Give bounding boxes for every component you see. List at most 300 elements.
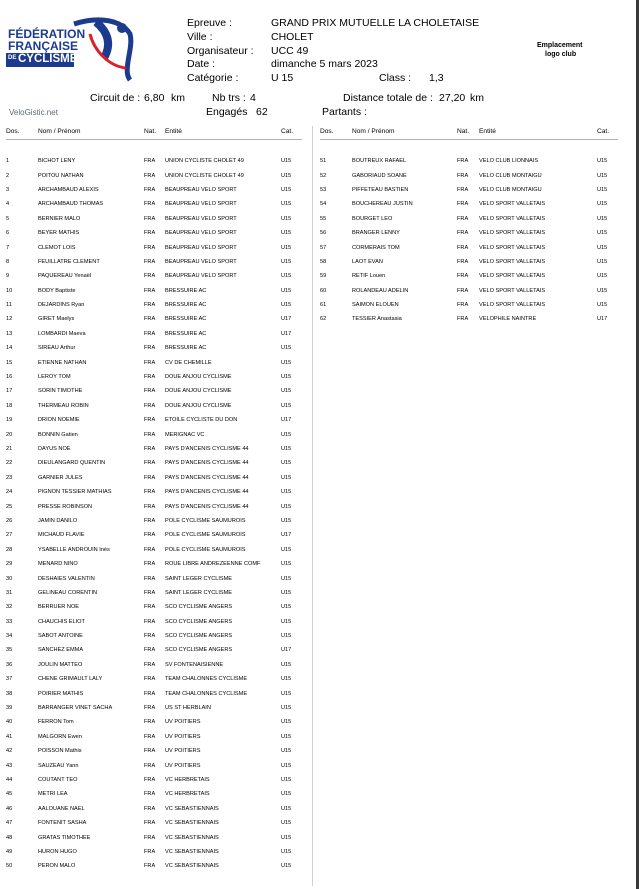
cat-cell: U15	[281, 676, 292, 683]
cat-cell: U15	[281, 762, 292, 769]
cat-cell: U15	[597, 273, 608, 280]
nom-cell: BARRANGER VINET SACHA	[38, 705, 113, 712]
dos-cell: 54	[320, 201, 327, 208]
cat-cell: U15	[281, 215, 292, 222]
cat-cell: U15	[281, 561, 292, 568]
dos-cell: 34	[6, 633, 13, 640]
dos-cell: 8	[6, 258, 10, 265]
table-row	[320, 183, 618, 197]
dos-cell: 58	[320, 258, 327, 265]
dos-cell: 33	[6, 618, 13, 625]
nat-cell: FRA	[144, 618, 156, 625]
dos-cell: 62	[320, 316, 327, 323]
nom-cell: MENARD NINO	[38, 561, 78, 568]
entite-cell: VC SEBASTIENNAIS	[165, 805, 219, 812]
entite-cell: BRESSUIRE AC	[165, 316, 207, 323]
engages-label: Engagés	[206, 106, 248, 118]
dos-cell: 56	[320, 230, 327, 237]
circuit-value: 6,80	[144, 92, 165, 104]
entite-cell: BEAUPREAU VELO SPORT	[165, 273, 237, 280]
nom-cell: BONNIN Gatien	[38, 431, 78, 438]
nat-cell: FRA	[457, 258, 469, 265]
nom-cell: GARNIER JULES	[38, 474, 83, 481]
nbtrs-value: 4	[250, 92, 256, 104]
nat-cell: FRA	[144, 589, 156, 596]
table-row	[6, 240, 302, 254]
nat-cell: FRA	[144, 863, 156, 870]
entite-cell: UV POITIERS	[165, 719, 201, 726]
dos-cell: 36	[6, 661, 13, 668]
dos-cell: 9	[6, 273, 10, 280]
nom-cell: ROLANDEAU ADELIN	[352, 287, 409, 294]
cat-cell: U15	[281, 575, 292, 582]
entite-cell: BRESSUIRE AC	[165, 302, 207, 309]
cat-cell: U15	[281, 431, 292, 438]
nom-cell: FEUILLATRE CLEMENT	[38, 258, 100, 265]
cat-cell: U15	[281, 618, 292, 625]
dos-cell: 5	[6, 215, 10, 222]
column-divider	[312, 126, 313, 886]
dos-cell: 41	[6, 733, 13, 740]
nat-cell: FRA	[457, 172, 469, 179]
cat-cell: U15	[281, 402, 292, 409]
entite-cell: UV POITIERS	[165, 748, 201, 755]
dos-cell: 46	[6, 805, 13, 812]
nom-cell: METRI LEA	[38, 791, 68, 798]
dos-cell: 17	[6, 388, 13, 395]
cat-cell: U15	[281, 446, 292, 452]
entite-cell: BEAUPREAU VELO SPORT	[165, 215, 237, 222]
table-row	[6, 744, 302, 758]
nom-cell: HURON HUGO	[38, 848, 77, 855]
dos-cell: 50	[6, 863, 13, 870]
table-row	[6, 600, 302, 614]
table-row	[320, 298, 618, 312]
table-row	[6, 269, 302, 283]
date-value: dimanche 5 mars 2023	[271, 58, 378, 70]
dos-cell: 49	[6, 848, 13, 855]
cat-cell: U15	[281, 503, 292, 510]
entite-cell: PAYS D'ANCENIS CYCLISME 44	[165, 460, 249, 467]
nom-cell: BICHOT LENY	[38, 158, 76, 165]
nat-cell: FRA	[144, 647, 156, 654]
nat-cell: FRA	[144, 359, 156, 366]
dos-cell: 31	[6, 589, 13, 596]
entite-cell: CV DE CHEMILLE	[165, 359, 212, 366]
entite-cell: ETOILE CYCLISTE DU DON	[165, 417, 238, 424]
entite-cell: UV POITIERS	[165, 733, 201, 740]
dos-cell: 18	[6, 402, 13, 409]
engages-value: 62	[256, 106, 268, 118]
nbtrs-label: Nb trs :	[212, 92, 246, 104]
dos-cell: 60	[320, 287, 327, 294]
entite-cell: SCO CYCLISME ANGERS	[165, 604, 233, 611]
cat-cell: U15	[281, 273, 292, 280]
nat-cell: FRA	[457, 273, 469, 280]
distance-label: Distance totale de :	[343, 92, 433, 104]
table-row	[6, 499, 302, 513]
cat-cell: U15	[281, 517, 292, 524]
nom-cell: SABOT ANTOINE	[38, 633, 83, 640]
nom-cell: PIGNON TESSIER MATHIAS	[38, 489, 112, 496]
logo-line-3: DE	[8, 55, 17, 61]
logo-line-1: FÉDÉRATION	[8, 27, 86, 41]
date-label: Date :	[187, 58, 216, 70]
cat-cell: U15	[281, 633, 292, 640]
dos-cell: 19	[6, 417, 13, 424]
nat-cell: FRA	[144, 330, 156, 337]
dos-cell: 30	[6, 575, 13, 582]
cat-cell: U15	[597, 287, 608, 294]
dos-cell: 22	[6, 460, 13, 467]
nat-cell: FRA	[144, 244, 156, 251]
dos-cell: 15	[6, 359, 13, 366]
nat-cell: FRA	[457, 302, 469, 309]
nom-cell: YSABELLE ANDROUIN Inès	[38, 546, 110, 553]
organisateur-value: UCC 49	[271, 45, 309, 57]
nat-cell: FRA	[144, 316, 156, 323]
nom-cell: FONTENIT SASHA	[38, 820, 87, 827]
table-row	[6, 859, 302, 873]
entite-cell: BEAUPREAU VELO SPORT	[165, 186, 237, 193]
cat-cell: U15	[281, 201, 292, 208]
table-row	[6, 168, 302, 182]
table-row	[6, 197, 302, 211]
cat-cell: U15	[597, 186, 608, 193]
dos-cell: 52	[320, 172, 327, 179]
nat-cell: FRA	[457, 201, 469, 208]
cat-cell: U15	[597, 244, 608, 251]
table-row	[6, 730, 302, 744]
entite-cell: VC SEBASTIENNAIS	[165, 848, 219, 855]
dos-cell: 24	[6, 489, 13, 496]
cat-cell: U15	[597, 158, 608, 165]
nat-cell: FRA	[144, 417, 156, 424]
entite-cell: POLE CYCLISME SAUMUROIS	[165, 517, 246, 524]
nom-cell: CORMERAIS TOM	[352, 244, 400, 251]
nat-cell: FRA	[144, 474, 156, 481]
dos-cell: 51	[320, 158, 327, 165]
entite-cell: VELO SPORT VALLETAIS	[479, 273, 546, 280]
distance-value: 27,20	[439, 92, 466, 104]
dos-cell: 37	[6, 676, 13, 683]
dos-cell: 3	[6, 186, 10, 193]
cat-cell: U15	[281, 834, 292, 841]
nat-cell: FRA	[457, 287, 469, 294]
nat-cell: FRA	[144, 561, 156, 568]
cat-cell: U15	[281, 287, 292, 294]
table-row	[6, 528, 302, 542]
organisateur-label: Organisateur :	[187, 45, 254, 57]
dos-cell: 6	[6, 230, 10, 237]
header-rule-right	[320, 139, 618, 140]
cat-cell: U15	[281, 604, 292, 611]
nom-cell: ETIENNE NATHAN	[38, 359, 87, 366]
nat-cell: FRA	[457, 215, 469, 222]
nom-cell: SAUZEAU Yann	[38, 762, 79, 769]
cat-cell: U15	[281, 791, 292, 798]
partants-label: Partants :	[322, 106, 367, 118]
col-entite-right: Entité	[479, 128, 496, 135]
col-nat: Nat.	[144, 128, 157, 135]
cat-cell: U15	[281, 776, 292, 783]
table-row	[6, 758, 302, 772]
table-row	[6, 830, 302, 844]
nat-cell: FRA	[144, 776, 156, 783]
categorie-label: Catégorie :	[187, 72, 239, 84]
dos-cell: 45	[6, 791, 13, 798]
table-row	[320, 154, 618, 168]
dos-cell: 47	[6, 820, 13, 827]
nom-cell: SORIN TIMOTHE	[38, 388, 83, 395]
entite-cell: VC SEBASTIENNAIS	[165, 820, 219, 827]
nat-cell: FRA	[144, 633, 156, 640]
dos-cell: 48	[6, 834, 13, 841]
table-row	[6, 212, 302, 226]
cat-cell: U17	[281, 316, 292, 323]
nat-cell: FRA	[457, 158, 469, 165]
entite-cell: POLE CYCLISME SAUMUROIS	[165, 546, 246, 553]
nat-cell: FRA	[144, 719, 156, 726]
nat-cell: FRA	[144, 762, 156, 769]
entite-cell: VELO CLUB MONTAIGU	[479, 186, 542, 193]
nat-cell: FRA	[144, 676, 156, 683]
table-row	[6, 629, 302, 643]
nat-cell: FRA	[457, 186, 469, 193]
entite-cell: DOUE ANJOU CYCLISME	[165, 374, 232, 381]
cat-cell: U15	[281, 460, 292, 467]
nom-cell: MALGORN Ewen	[38, 733, 82, 740]
logo-line-4: CYCLISME	[18, 53, 78, 65]
entite-cell: PAYS D'ANCENIS CYCLISME 44	[165, 474, 249, 481]
entite-cell: VELO SPORT VALLETAIS	[479, 258, 546, 265]
cat-cell: U15	[281, 820, 292, 827]
dos-cell: 26	[6, 517, 13, 524]
cat-cell: U15	[281, 661, 292, 668]
nom-cell: LEROY TOM	[38, 374, 71, 381]
cat-cell: U15	[281, 244, 292, 251]
nom-cell: ARCHAMBAUD ALEXIS	[38, 186, 99, 193]
dos-cell: 57	[320, 244, 327, 251]
cat-cell: U17	[281, 532, 292, 539]
entite-cell: VELO SPORT VALLETAIS	[479, 302, 546, 309]
entite-cell: DOUE ANJOU CYCLISME	[165, 388, 232, 395]
nom-cell: LAOT EVAN	[352, 258, 383, 265]
dos-cell: 43	[6, 762, 13, 769]
entite-cell: PAYS D'ANCENIS CYCLISME 44	[165, 503, 249, 510]
nom-cell: DAYUS NOE	[38, 446, 71, 452]
logo-club-placeholder-line2: logo club	[545, 51, 577, 58]
dos-cell: 32	[6, 604, 13, 611]
col-dos-right: Dos.	[320, 128, 334, 135]
col-nom-right: Nom / Prénom	[352, 128, 395, 135]
nat-cell: FRA	[144, 215, 156, 222]
nom-cell: AALOUANE NAEL	[38, 805, 85, 812]
entite-cell: US ST HERBLAIN	[165, 705, 211, 712]
nom-cell: BERRUER NOE	[38, 604, 80, 611]
nom-cell: DRION NOEMIE	[38, 417, 80, 424]
entite-cell: VELO SPORT VALLETAIS	[479, 244, 546, 251]
table-row	[6, 686, 302, 700]
cat-cell: U17	[597, 316, 608, 323]
nat-cell: FRA	[144, 258, 156, 265]
class-label: Class :	[379, 72, 412, 84]
nom-cell: SIREAU Arthur	[38, 345, 76, 352]
nat-cell: FRA	[144, 690, 156, 697]
nat-cell: FRA	[144, 661, 156, 668]
nom-cell: TESSIER Anastasia	[352, 316, 402, 323]
dos-cell: 14	[6, 345, 13, 352]
nat-cell: FRA	[144, 503, 156, 510]
table-row	[6, 816, 302, 830]
entite-cell: TEAM CHALONNES CYCLISME	[165, 676, 248, 683]
entite-cell: SCO CYCLISME ANGERS	[165, 633, 233, 640]
col-entite: Entité	[165, 128, 182, 135]
entite-cell: DOUE ANJOU CYCLISME	[165, 402, 232, 409]
cat-cell: U15	[281, 848, 292, 855]
cat-cell: U15	[281, 158, 292, 165]
cat-cell: U15	[281, 230, 292, 237]
dos-cell: 11	[6, 302, 12, 309]
cat-cell: U15	[281, 589, 292, 596]
table-row	[6, 543, 302, 557]
table-row	[6, 557, 302, 571]
dos-cell: 29	[6, 561, 13, 568]
col-nom: Nom / Prénom	[38, 128, 81, 135]
cat-cell: U15	[281, 186, 292, 193]
table-row	[6, 355, 302, 369]
nat-cell: FRA	[144, 345, 156, 352]
entite-cell: VELO SPORT VALLETAIS	[479, 230, 546, 237]
entite-cell: SCO CYCLISME ANGERS	[165, 618, 233, 625]
nat-cell: FRA	[144, 446, 156, 452]
nat-cell: FRA	[144, 460, 156, 467]
cat-cell: U15	[597, 258, 608, 265]
table-row	[320, 240, 618, 254]
nat-cell: FRA	[144, 172, 156, 179]
cat-cell: U15	[281, 748, 292, 755]
table-row	[6, 226, 302, 240]
nat-cell: FRA	[144, 402, 156, 409]
cat-cell: U15	[281, 733, 292, 740]
table-row	[6, 427, 302, 441]
entite-cell: VELO SPORT VALLETAIS	[479, 201, 546, 208]
table-row	[6, 571, 302, 585]
cat-cell: U15	[597, 215, 608, 222]
table-row	[6, 658, 302, 672]
cat-cell: U15	[597, 230, 608, 237]
dos-cell: 21	[6, 446, 13, 452]
nat-cell: FRA	[144, 287, 156, 294]
table-row	[6, 255, 302, 269]
epreuve-label: Epreuve :	[187, 17, 232, 29]
class-value: 1,3	[429, 72, 444, 84]
table-row	[320, 197, 618, 211]
cat-cell: U15	[281, 546, 292, 553]
logo-line-2: FRANÇAISE	[8, 39, 79, 53]
site-name: VeloGistic.net	[9, 108, 58, 117]
nat-cell: FRA	[144, 748, 156, 755]
cat-cell: U15	[281, 258, 292, 265]
dos-cell: 59	[320, 273, 327, 280]
dos-cell: 44	[6, 776, 13, 783]
cat-cell: U15	[281, 345, 292, 352]
distance-unit: km	[470, 92, 484, 104]
cat-cell: U17	[281, 647, 292, 654]
table-row	[320, 168, 618, 182]
entite-cell: VC SEBASTIENNAIS	[165, 863, 219, 870]
nom-cell: PRESSE ROBINSON	[38, 503, 93, 510]
ville-label: Ville :	[187, 31, 213, 43]
nom-cell: DEJARDINS Ryan	[38, 302, 85, 309]
entite-cell: SAINT LEGER CYCLISME	[165, 575, 233, 582]
nat-cell: FRA	[144, 388, 156, 395]
dos-cell: 2	[6, 172, 10, 179]
entite-cell: VELOPHILE NAINTRE	[479, 316, 537, 323]
table-row	[6, 514, 302, 528]
nom-cell: DESHAIES VALENTIN	[38, 575, 95, 582]
nat-cell: FRA	[144, 834, 156, 841]
table-row	[6, 327, 302, 341]
entite-cell: SV FONTENAISIENNE	[165, 661, 224, 668]
dos-cell: 12	[6, 316, 13, 323]
nom-cell: CHAUCHIS ELIOT	[38, 618, 85, 625]
nom-cell: CHENE GRIMAULT LALY	[38, 676, 103, 683]
dos-cell: 28	[6, 546, 13, 553]
participants-table-right	[320, 154, 618, 327]
entite-cell: SCO CYCLISME ANGERS	[165, 647, 233, 654]
entite-cell: VC SEBASTIENNAIS	[165, 834, 219, 841]
cat-cell: U15	[281, 805, 292, 812]
ville-value: CHOLET	[271, 31, 314, 43]
table-row	[320, 255, 618, 269]
entite-cell: VELO SPORT VALLETAIS	[479, 215, 546, 222]
nom-cell: FERRON Tom	[38, 719, 74, 726]
table-row	[320, 226, 618, 240]
dos-cell: 38	[6, 690, 13, 697]
dos-cell: 39	[6, 705, 13, 712]
dos-cell: 40	[6, 719, 13, 726]
dos-cell: 35	[6, 647, 13, 654]
nom-cell: BRANGER LENNY	[352, 230, 400, 237]
table-row	[6, 298, 302, 312]
entite-cell: SAINT LEGER CYCLISME	[165, 589, 233, 596]
cat-cell: U15	[281, 302, 292, 309]
nat-cell: FRA	[144, 273, 156, 280]
table-row	[6, 312, 302, 326]
entite-cell: UV POITIERS	[165, 762, 201, 769]
dos-cell: 53	[320, 186, 327, 193]
dos-cell: 61	[320, 302, 327, 309]
entite-cell: TEAM CHALONNES CYCLISME	[165, 690, 248, 697]
nom-cell: GELINEAU CORENTIN	[38, 589, 98, 596]
circuit-unit: km	[171, 92, 185, 104]
nat-cell: FRA	[144, 848, 156, 855]
entite-cell: PAYS D'ANCENIS CYCLISME 44	[165, 446, 249, 452]
dos-cell: 55	[320, 215, 327, 222]
table-row	[6, 586, 302, 600]
nom-cell: PAQUEREAU Yenaël	[38, 273, 92, 280]
table-row	[320, 269, 618, 283]
table-row	[6, 773, 302, 787]
table-row	[6, 787, 302, 801]
dos-cell: 13	[6, 330, 13, 337]
header-rule-left	[6, 139, 302, 140]
table-row	[6, 471, 302, 485]
cat-cell: U15	[281, 359, 292, 366]
table-row	[320, 312, 618, 326]
categorie-value: U 15	[271, 72, 294, 84]
